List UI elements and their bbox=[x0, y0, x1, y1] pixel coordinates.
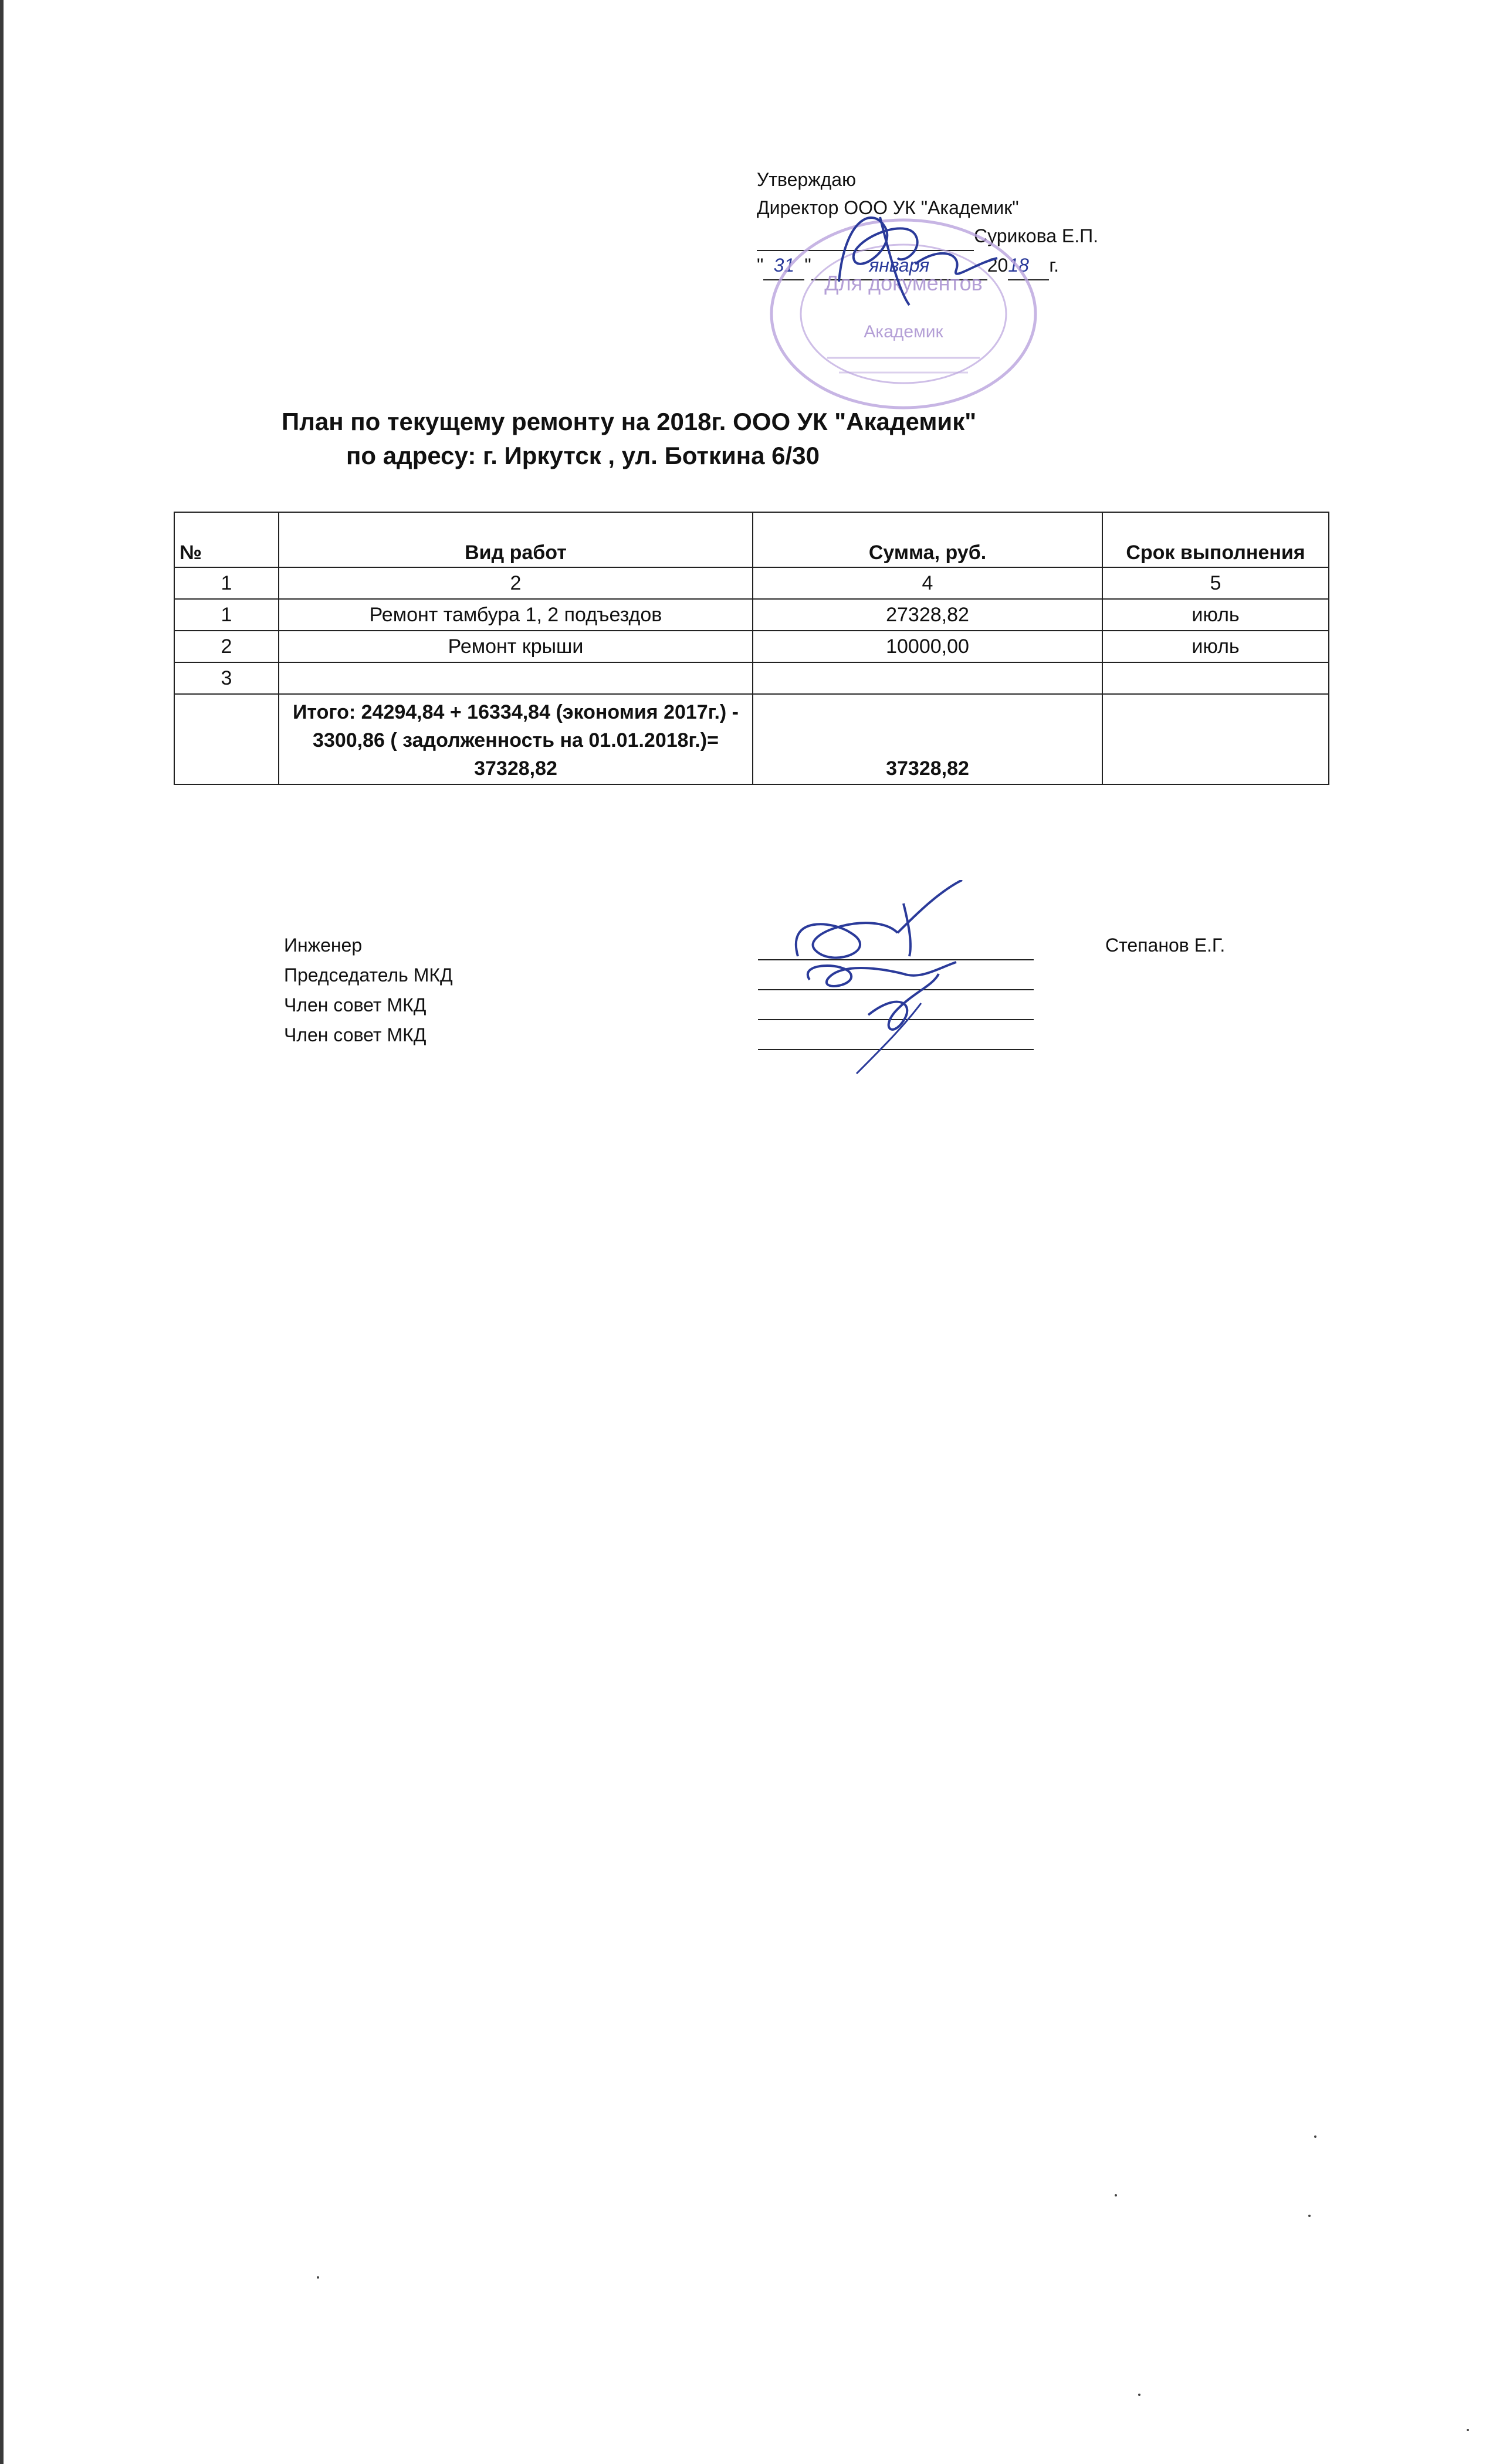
director-label: Директор ООО УК "Академик" bbox=[757, 197, 1019, 218]
date-day: 31 bbox=[763, 251, 804, 280]
row-work: Ремонт тамбура 1, 2 подъездов bbox=[279, 599, 753, 631]
stamp-center-text: Для документов bbox=[824, 271, 983, 295]
row-work bbox=[279, 662, 753, 694]
title-line-2: по адресу: г. Иркутск , ул. Боткина 6/30 bbox=[346, 442, 820, 469]
signer-member-1: Член совет МКД bbox=[284, 994, 427, 1016]
document-title bbox=[282, 405, 976, 473]
header-work: Вид работ bbox=[279, 512, 753, 567]
header-num: № bbox=[174, 512, 279, 567]
table-row bbox=[174, 631, 1329, 662]
row-num: 3 bbox=[174, 662, 279, 694]
row-sum bbox=[753, 662, 1102, 694]
total-line-1: Итого: 24294,84 + 16334,84 (экономия 2017г.) - bbox=[292, 701, 739, 723]
table-row bbox=[174, 662, 1329, 694]
header-term: Срок выполнения bbox=[1102, 512, 1329, 567]
date-year: 18 bbox=[1008, 251, 1049, 280]
scan-speck bbox=[1308, 2215, 1311, 2217]
date-year-suffix: г. bbox=[1049, 255, 1059, 276]
col-number-cell: 5 bbox=[1102, 567, 1329, 599]
scan-speck bbox=[317, 2276, 319, 2279]
total-row bbox=[174, 694, 1329, 784]
date-quote-close: " bbox=[804, 255, 811, 276]
row-sum: 10000,00 bbox=[753, 631, 1102, 662]
row-num: 2 bbox=[174, 631, 279, 662]
stamp-top-text: Академик bbox=[864, 322, 943, 341]
total-sum: 37328,82 bbox=[753, 694, 1102, 784]
signer-engineer: Инженер bbox=[284, 935, 363, 956]
row-work: Ремонт крыши bbox=[279, 631, 753, 662]
row-sum: 27328,82 bbox=[753, 599, 1102, 631]
scan-speck bbox=[1115, 2194, 1117, 2196]
col-number-cell: 2 bbox=[279, 567, 753, 599]
column-numbering-row bbox=[174, 567, 1329, 599]
engineer-name: Степанов Е.Г. bbox=[1105, 935, 1226, 956]
signers-signature-icon bbox=[763, 880, 997, 1091]
row-term: июль bbox=[1102, 599, 1329, 631]
table-row bbox=[174, 599, 1329, 631]
scan-speck bbox=[1467, 2429, 1469, 2431]
date-month: января bbox=[811, 251, 987, 280]
row-term bbox=[1102, 662, 1329, 694]
repair-plan-table bbox=[174, 512, 1329, 785]
title-line-1: План по текущему ремонту на 2018г. ООО УК "Академик" bbox=[282, 408, 977, 435]
table-header-row bbox=[174, 512, 1329, 567]
row-term: июль bbox=[1102, 631, 1329, 662]
row-num: 1 bbox=[174, 599, 279, 631]
col-number-cell: 1 bbox=[174, 567, 279, 599]
director-name: Сурикова Е.П. bbox=[974, 225, 1099, 246]
total-description bbox=[279, 694, 753, 784]
signer-chairman: Председатель МКД bbox=[284, 964, 453, 986]
signers-list bbox=[284, 930, 453, 1050]
date-quote-open: " bbox=[757, 255, 764, 276]
header-sum: Сумма, руб. bbox=[753, 512, 1102, 567]
total-line-2: 3300,86 ( задолженность на 01.01.2018г.)= bbox=[313, 729, 719, 752]
total-line-3: 37328,82 bbox=[474, 757, 557, 780]
scan-speck bbox=[1314, 2135, 1316, 2138]
approve-label: Утверждаю bbox=[757, 169, 857, 190]
scan-speck bbox=[1138, 2394, 1140, 2396]
date-year-prefix: 20 bbox=[987, 255, 1008, 276]
signer-member-2: Член совет МКД bbox=[284, 1024, 427, 1045]
scan-edge bbox=[0, 0, 4, 2464]
total-term-cell bbox=[1102, 694, 1329, 784]
director-signature-icon bbox=[821, 194, 1033, 311]
total-num-cell bbox=[174, 694, 279, 784]
col-number-cell: 4 bbox=[753, 567, 1102, 599]
